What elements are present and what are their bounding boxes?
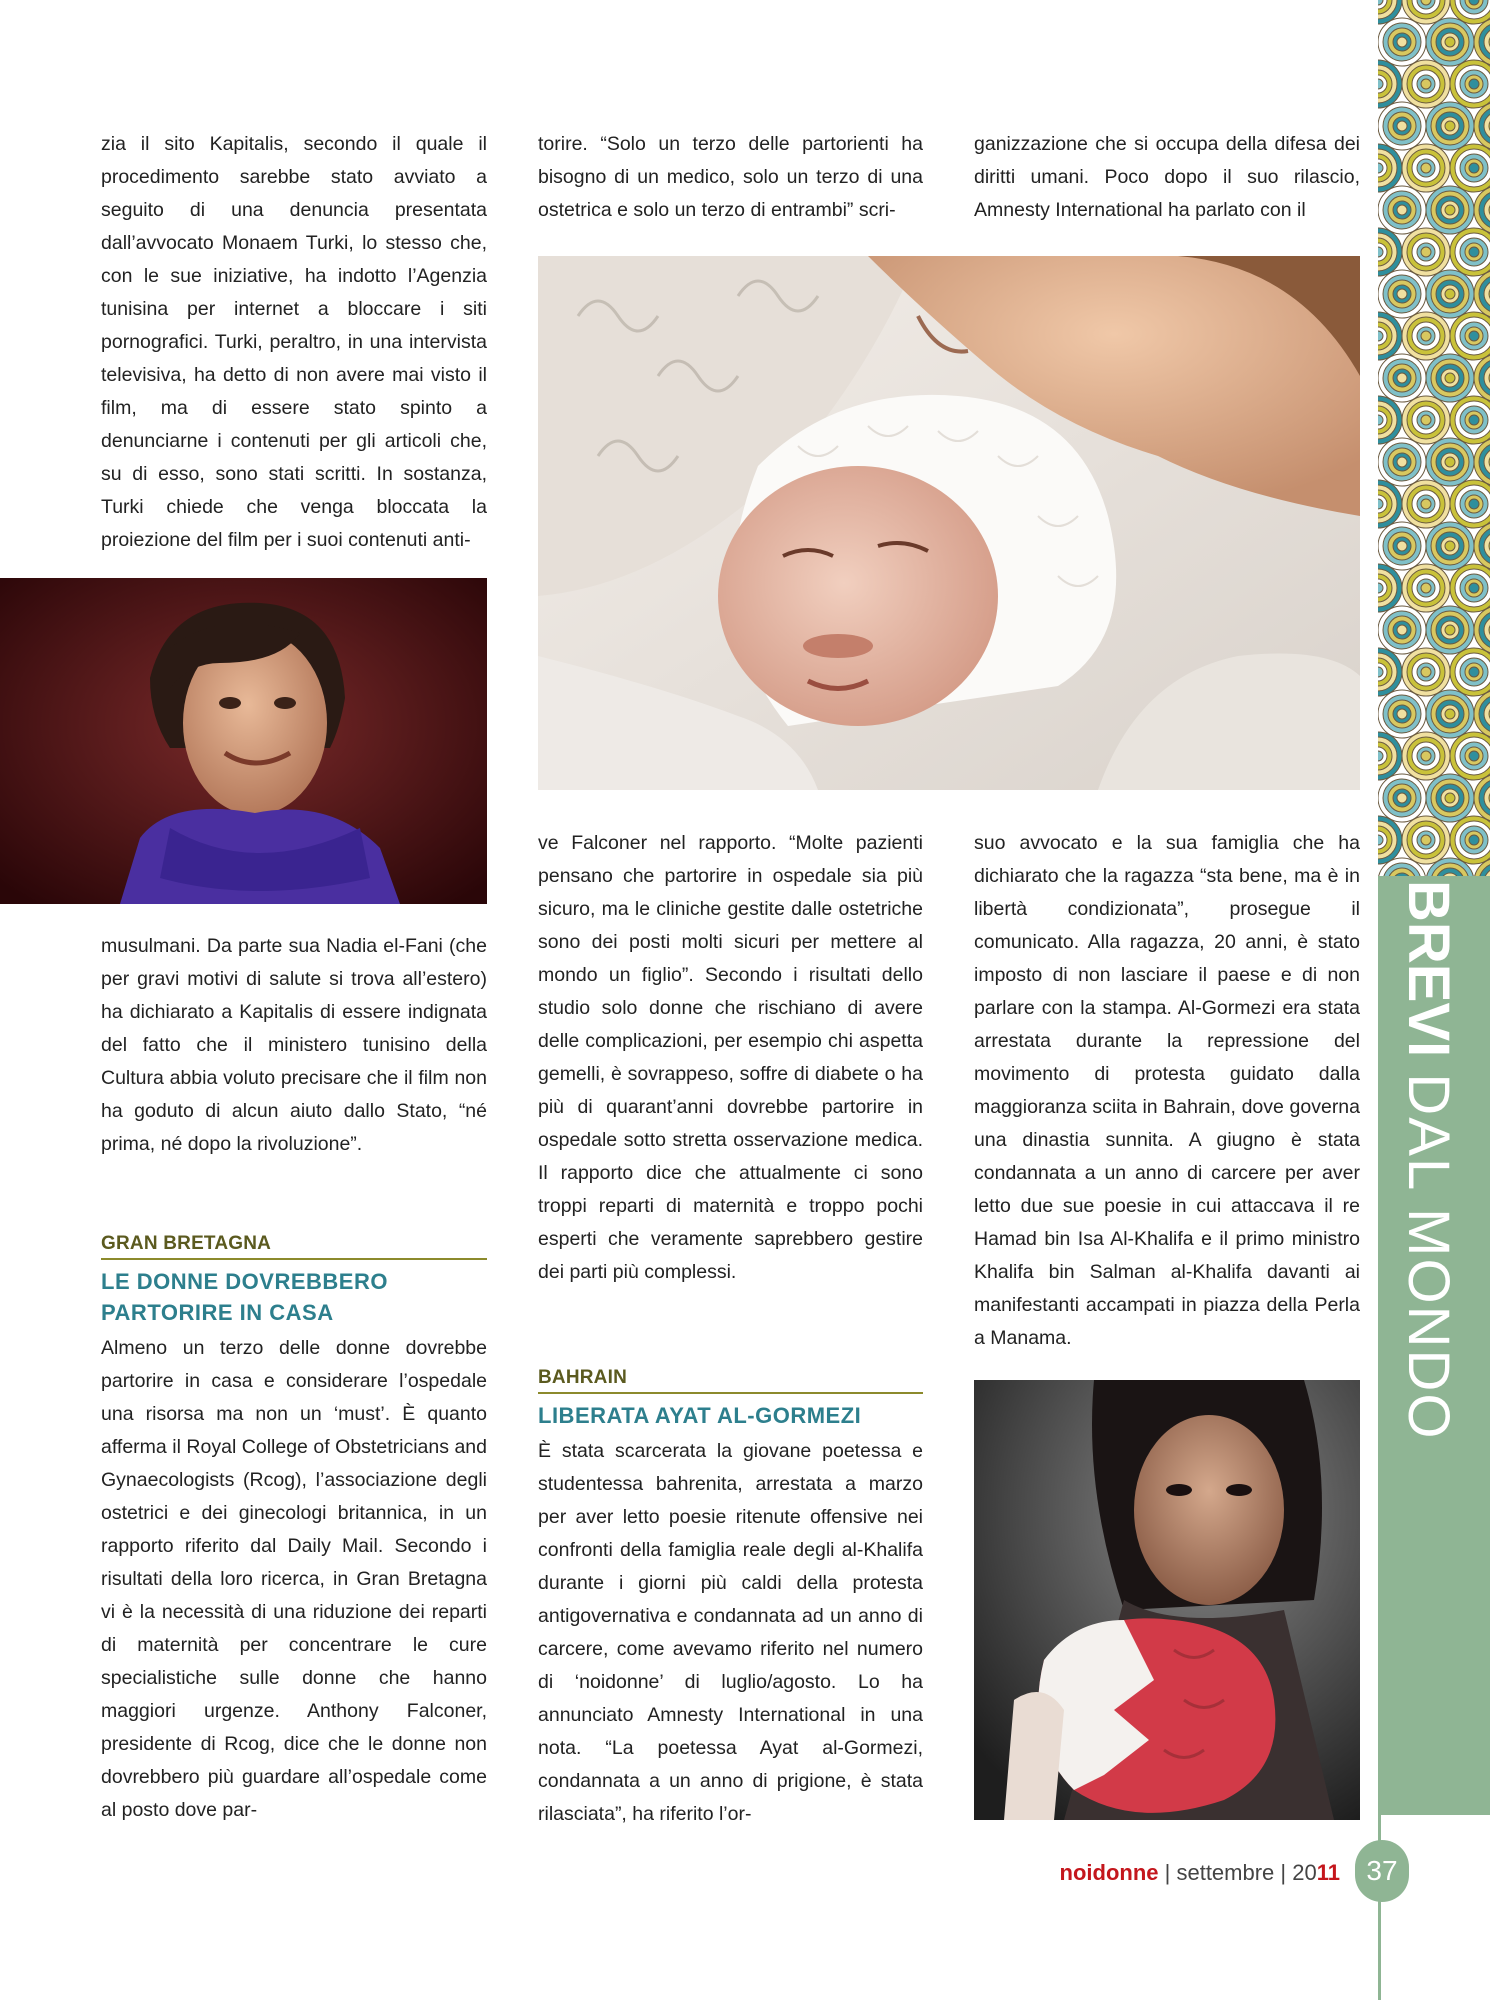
issue-year-part: 11 [1316,1860,1340,1885]
column3-top-text [974,128,1360,227]
section-divider [538,1392,923,1394]
newborn-illustration [538,256,1360,790]
column3-mid-text [974,827,1360,1355]
bahrain-section [538,1366,923,1831]
paragraph: torire. “Solo un terzo delle partorienti ha bisogno di un medico, solo un terzo di una ostetrica e solo un terzo di entrambi” scri- [538,133,923,221]
page-number: 37 [1355,1840,1409,1902]
paragraph: suo avvocato e la sua famiglia che ha dichiarato che la ragazza “sta bene, ma è in libertà condizionata”, prosegue il comunicato. Alla ragazza, 20 anni, è stato imposto di non lasciare il paese e di non parlare con la stampa. Al-Gormezi era stata arrestata durante la repressione del movimento di protesta guidato dalla maggioranza sciita in Bahrain, dove governa una dinastia sunnita. A giugno è stata condannata a un anno di carcere per aver letto due sue poesie in cui attaccava il re Hamad bin Isa Al-Khalifa e il primo ministro Khalifa bin Salman al-Khalifa davanti ai manifestanti accampati in piazza della Perla a Manama. [974,832,1360,1349]
section-kicker: GRAN BRETAGNA [101,1233,272,1254]
section-title: LE DONNE DOVREBBERO [101,1269,388,1294]
issue-month: settembre [1176,1860,1275,1885]
portrait-photo [0,578,487,904]
portrait-illustration [0,578,487,904]
issue-year [1292,1860,1340,1885]
newborn-photo [538,256,1360,790]
footer-separator: | [1274,1860,1293,1885]
section-title: LIBERATA AYAT AL-GORMEZI [538,1403,862,1428]
paragraph: È stata scarcerata la giovane poetessa e studentessa bahrenita, arrestata a marzo per aver letto poesie ritenute offensive nei confronti della famiglia reale degli al-Khalifa durante i giorni più caldi della protesta antigovernativa e condannata ad un anno di carcere, come avevamo riferito nel numero di ‘noidonne’ di luglio/agosto. Lo ha annunciato Amnesty International in una nota. “La poetessa Ayat al-Gormezi, condannata a un anno di prigione, è stata rilasciata”, ha riferito l’or- [538,1440,923,1825]
column2-top-text [538,128,923,227]
section-title: PARTORIRE IN CASA [101,1300,334,1325]
paragraph: Almeno un terzo delle donne dovrebbe partorire in casa e considerare l’ospedale una risorsa ma non un ‘must’. È quanto afferma il Royal College of Obstetricians and Gynaecologists (Rcog), l’associazione degli ostetrici e dei ginecologi britannica, in un rapporto riferito dal Daily Mail. Secondo i risultati della loro ricerca, in Gran Bretagna vi è la necessità di una riduzione dei reparti di maternità per concentrare le cure specialistiche sulle donne che hanno maggiori urgenze. Anthony Falconer, presidente di Rcog, dice che le donne non dovrebbero più guardare all’ospedale come al posto dove par- [101,1337,487,1821]
decorative-circle-pattern [1378,0,1490,876]
section-divider [101,1258,487,1260]
footer [1000,1860,1340,1886]
column2-mid-text [538,827,923,1289]
protest-photo [974,1380,1360,1820]
paragraph: ve Falconer nel rapporto. “Molte pazienti pensano che partorire in ospedale sia più sicuro, ma le cliniche gestite dalle ostetriche sono dei posti molti sicuri per mettere al mondo un figlio”. Secondo i risultati dello studio solo donne che rischiano di avere delle complicazioni, per esempio chi aspetta gemelli, è sovrappeso, soffre di diabete o ha più di quarant’anni dovrebbe partorire in ospedale sotto stretta osservazione medica. Il rapporto dice che attualmente ci sono troppi reparti di maternità e troppo pochi esperti che veramente saprebbero gestire dei parti più complessi. [538,832,923,1283]
section-label-light: DAL MONDO [1396,1073,1461,1441]
gb-section [101,1232,487,1827]
column1-top-text [101,128,487,557]
paragraph: zia il sito Kapitalis, secondo il quale il procedimento sarebbe stato avviato a seguito di una denuncia presentata dall’avvocato Monaem Turki, lo stesso che, con le sue iniziative, ha indotto l’Agenzia tunisina per internet a bloccare i siti pornografici. Turki, peraltro, in una intervista televisiva, ha detto di non avere mai visto il film, ma di essere stato spinto a denunciarne i contenuti per gli articoli che, su di esso, sono stati scritti. In sostanza, Turki chiede che venga bloccata la proiezione del film per i suoi contenuti anti- [101,133,487,551]
paragraph: musulmani. Da parte sua Nadia el-Fani (che per gravi motivi di salute si trova all’estero) ha dichiarato a Kapitalis di essere indignata del fatto che il ministero tunisino della Cultura abbia voluto precisare che il film non ha goduto di alcun aiuto dallo Stato, “né prima, né dopo la rivoluzione”. [101,935,487,1155]
protest-illustration [974,1380,1360,1820]
circle-pattern-illustration [1378,0,1490,876]
section-label-bold: BREVI [1396,880,1461,1058]
issue-year-part: 20 [1292,1860,1317,1885]
section-kicker: BAHRAIN [538,1367,628,1388]
section-label [1396,880,1461,1441]
section-label-text [1396,880,1461,1441]
column1-mid-text [101,930,487,1161]
magazine-name: noidonne [1059,1860,1159,1885]
paragraph: ganizzazione che si occupa della difesa dei diritti umani. Poco dopo il suo rilascio, Amnesty International ha parlato con il [974,133,1360,221]
footer-separator: | [1158,1860,1177,1885]
